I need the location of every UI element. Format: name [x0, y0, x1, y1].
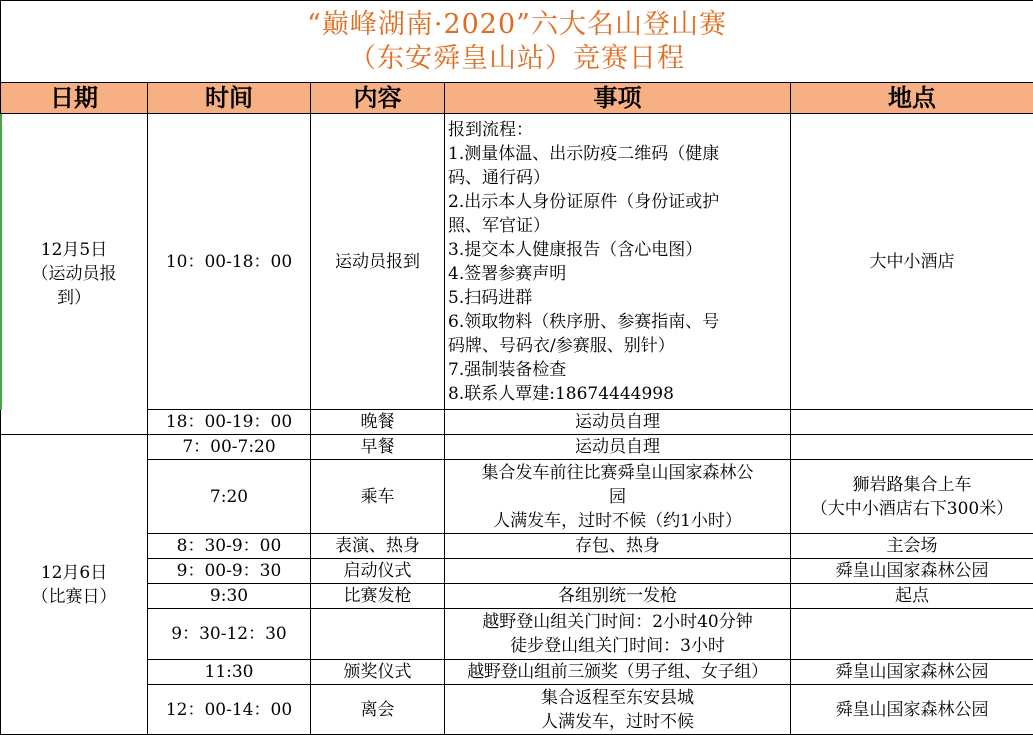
registration-item: 1.测量体温、出示防疫二维码（健康: [448, 142, 790, 166]
day2-date-cell: [1, 435, 148, 735]
header-date: 日期: [1, 83, 148, 114]
matter-line: 集合发车前往比赛舜皇山国家森林公: [445, 461, 790, 485]
cell-selection-edge: [0, 114, 2, 410]
header-location: 地点: [791, 83, 1033, 114]
registration-item: 报到流程：: [448, 118, 790, 142]
registration-item: 3.提交本人健康报告（含心电图）: [448, 238, 790, 262]
day2-row3-matter: 存包、热身: [445, 534, 791, 559]
day1-row1-content: 运动员报到: [311, 114, 445, 410]
location-line: 狮岩路集合上车: [791, 473, 1033, 497]
matter-line: 人满发车，过时不候: [445, 710, 790, 734]
day2-row8-content: 离会: [311, 685, 445, 735]
day2-row5-content: 比赛发枪: [311, 584, 445, 609]
day1-note-b: 到）: [1, 286, 147, 310]
registration-item: 码、通行码）: [448, 166, 790, 190]
registration-item: 照、军官证）: [448, 214, 790, 238]
day2-row5-matter: 各组别统一发枪: [445, 584, 791, 609]
day2-row7-location: 舜皇山国家森林公园: [791, 660, 1033, 685]
header-matter: 事项: [445, 83, 791, 114]
day1-row1-items: [445, 114, 791, 410]
day2-row1-content: 早餐: [311, 435, 445, 460]
day2-row2-content: 乘车: [311, 460, 445, 534]
matter-line: 园: [445, 485, 790, 509]
registration-item: 7.强制装备检查: [448, 358, 790, 382]
day2-row5-time: 9:30: [148, 584, 311, 609]
day2-row2-time: 7:20: [148, 460, 311, 534]
day2-row3-content: 表演、热身: [311, 534, 445, 559]
day2-row4-location: 舜皇山国家森林公园: [791, 559, 1033, 584]
day2-row1-matter: 运动员自理: [445, 435, 791, 460]
day2-row6-time: 9：30-12：30: [148, 609, 311, 660]
day2-row3-time: 8：30-9：00: [148, 534, 311, 559]
day2-row8-matter: [445, 685, 791, 735]
day2-row4-matter: [445, 559, 791, 584]
day2-row2-location: [791, 460, 1033, 534]
day2-row7-time: 11:30: [148, 660, 311, 685]
matter-line: 越野登山组关门时间：2小时40分钟: [445, 610, 790, 634]
day2-row7-matter: 越野登山组前三颁奖（男子组、女子组）: [445, 660, 791, 685]
matter-line: 人满发车，过时不候（约1小时）: [445, 509, 790, 533]
registration-item: 5.扫码进群: [448, 286, 790, 310]
day1-row2-time: 18：00-19：00: [148, 410, 311, 435]
day2-date: 12月6日: [1, 561, 147, 585]
day2-row6-content: [311, 609, 445, 660]
day2-row5-location: 起点: [791, 584, 1033, 609]
day2-row1-time: 7：00-7:20: [148, 435, 311, 460]
day2-row8-location: 舜皇山国家森林公园: [791, 685, 1033, 735]
registration-item: 码牌、号码衣/参赛服、别针）: [448, 334, 790, 358]
registration-item: 4.签署参赛声明: [448, 262, 790, 286]
day1-date: 12月5日: [1, 238, 147, 262]
day2-row2-matter: [445, 460, 791, 534]
day1-row2-matter: 运动员自理: [445, 410, 791, 435]
day1-date-cell: [1, 114, 148, 435]
title-line-1: “巅峰湖南·2020”六大名山登山赛: [1, 8, 1033, 42]
day1-row1-location: 大中小酒店: [791, 114, 1033, 410]
day1-row2-location: [791, 410, 1033, 435]
header-content: 内容: [311, 83, 445, 114]
day2-row1-location: [791, 435, 1033, 460]
day2-row6-location: [791, 609, 1033, 660]
matter-line: 徒步登山组关门时间：3小时: [445, 634, 790, 658]
matter-line: 集合返程至东安县城: [445, 686, 790, 710]
day2-row4-time: 9：00-9：30: [148, 559, 311, 584]
sheet-title: [1, 1, 1033, 83]
day2-row8-time: 12：00-14：00: [148, 685, 311, 735]
registration-item: 6.领取物料（秩序册、参赛指南、号: [448, 310, 790, 334]
day1-row1-time: 10：00-18：00: [148, 114, 311, 410]
day2-row3-location: 主会场: [791, 534, 1033, 559]
day2-row6-matter: [445, 609, 791, 660]
day2-row7-content: 颁奖仪式: [311, 660, 445, 685]
day1-note-a: （运动员报: [1, 262, 147, 286]
registration-item: 2.出示本人身份证原件（身份证或护: [448, 190, 790, 214]
header-time: 时间: [148, 83, 311, 114]
day1-row2-content: 晚餐: [311, 410, 445, 435]
day2-note: （比赛日）: [1, 585, 147, 609]
title-line-2: （东安舜皇山站）竞赛日程: [1, 42, 1033, 76]
location-line: （大中小酒店右下300米）: [791, 497, 1033, 521]
day2-row4-content: 启动仪式: [311, 559, 445, 584]
registration-item: 8.联系人覃建:18674444998: [448, 382, 790, 406]
